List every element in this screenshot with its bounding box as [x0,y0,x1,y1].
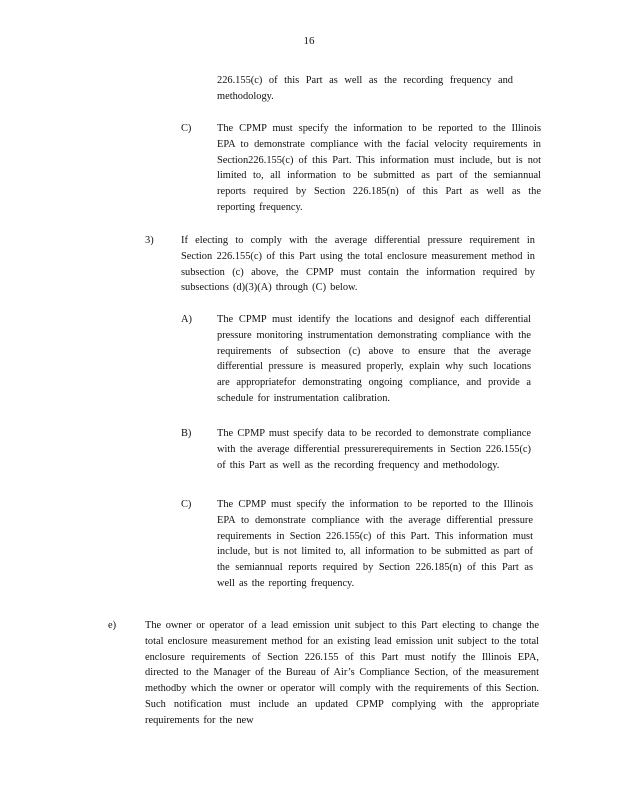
item-3a-text: The CPMP must identify the locations and designof each differential pressure monitoring instrumentation demonstrating compliance with the requirements of subsection (c) above to ensure that the average differential pressure is measured properly, explain why such locations are appropriatefor demonstrating ongoing compliance, and provide a schedule for instrumentation calibration. [217,314,531,404]
item-3b-label: B) [181,428,192,439]
item-3b-text: The CPMP must specify data to be recorded to demonstrate compliance with the average differential pressurerequirements in Section 226.155(c) of this Part as well as the recording frequency and methodology. [217,428,531,471]
continuation-paragraph: 226.155(c) of this Part as well as the recording frequency and methodology. [217,75,513,102]
item-2c-label: C) [181,123,192,134]
item-3a-label: A) [181,314,192,325]
page-number: 16 [303,35,315,47]
item-e-text: The owner or operator of a lead emission unit subject to this Part electing to change the total enclosure measurement method for an existing lead emission unit subject to the total enclosure requirements of Section 226.155 of this Part must notify the Illinois EPA, directed to the Manager of the Bureau of Air’s Compliance Section, of the measurement methodby which the owner or operator will comply with the requirements of this Section. Such notification must include an updated CPMP complying with the appropriate requirements for the new [145,620,539,726]
item-3-text: If electing to comply with the average differential pressure requirement in Section 226.155(c) of this Part using the total enclosure measurement method in subsection (c) above, the CPMP must contain the information required by subsections (d)(3)(A) through (C) below. [181,235,535,294]
item-3c-text: The CPMP must specify the information to be reported to the Illinois EPA to demonstrate compliance with the average differential pressure requirements in Section 226.155(c) of this Part. This information must include, but is not limited to, all information to be submitted as part of the semiannual reports required by Section 226.185(n) of this Part as well as the reporting frequency. [217,499,533,589]
item-3-label: 3) [145,235,154,246]
item-3c-label: C) [181,499,192,510]
item-2c-text: The CPMP must specify the information to be reported to the Illinois EPA to demonstrate compliance with the facial velocity requirements in Section226.155(c) of this Part. This information must include, but is not limited to, all information to be submitted as part of the semiannual reports required by Section 226.185(n) of this Part as well as the reporting frequency. [217,123,541,213]
item-e-label: e) [108,620,117,631]
